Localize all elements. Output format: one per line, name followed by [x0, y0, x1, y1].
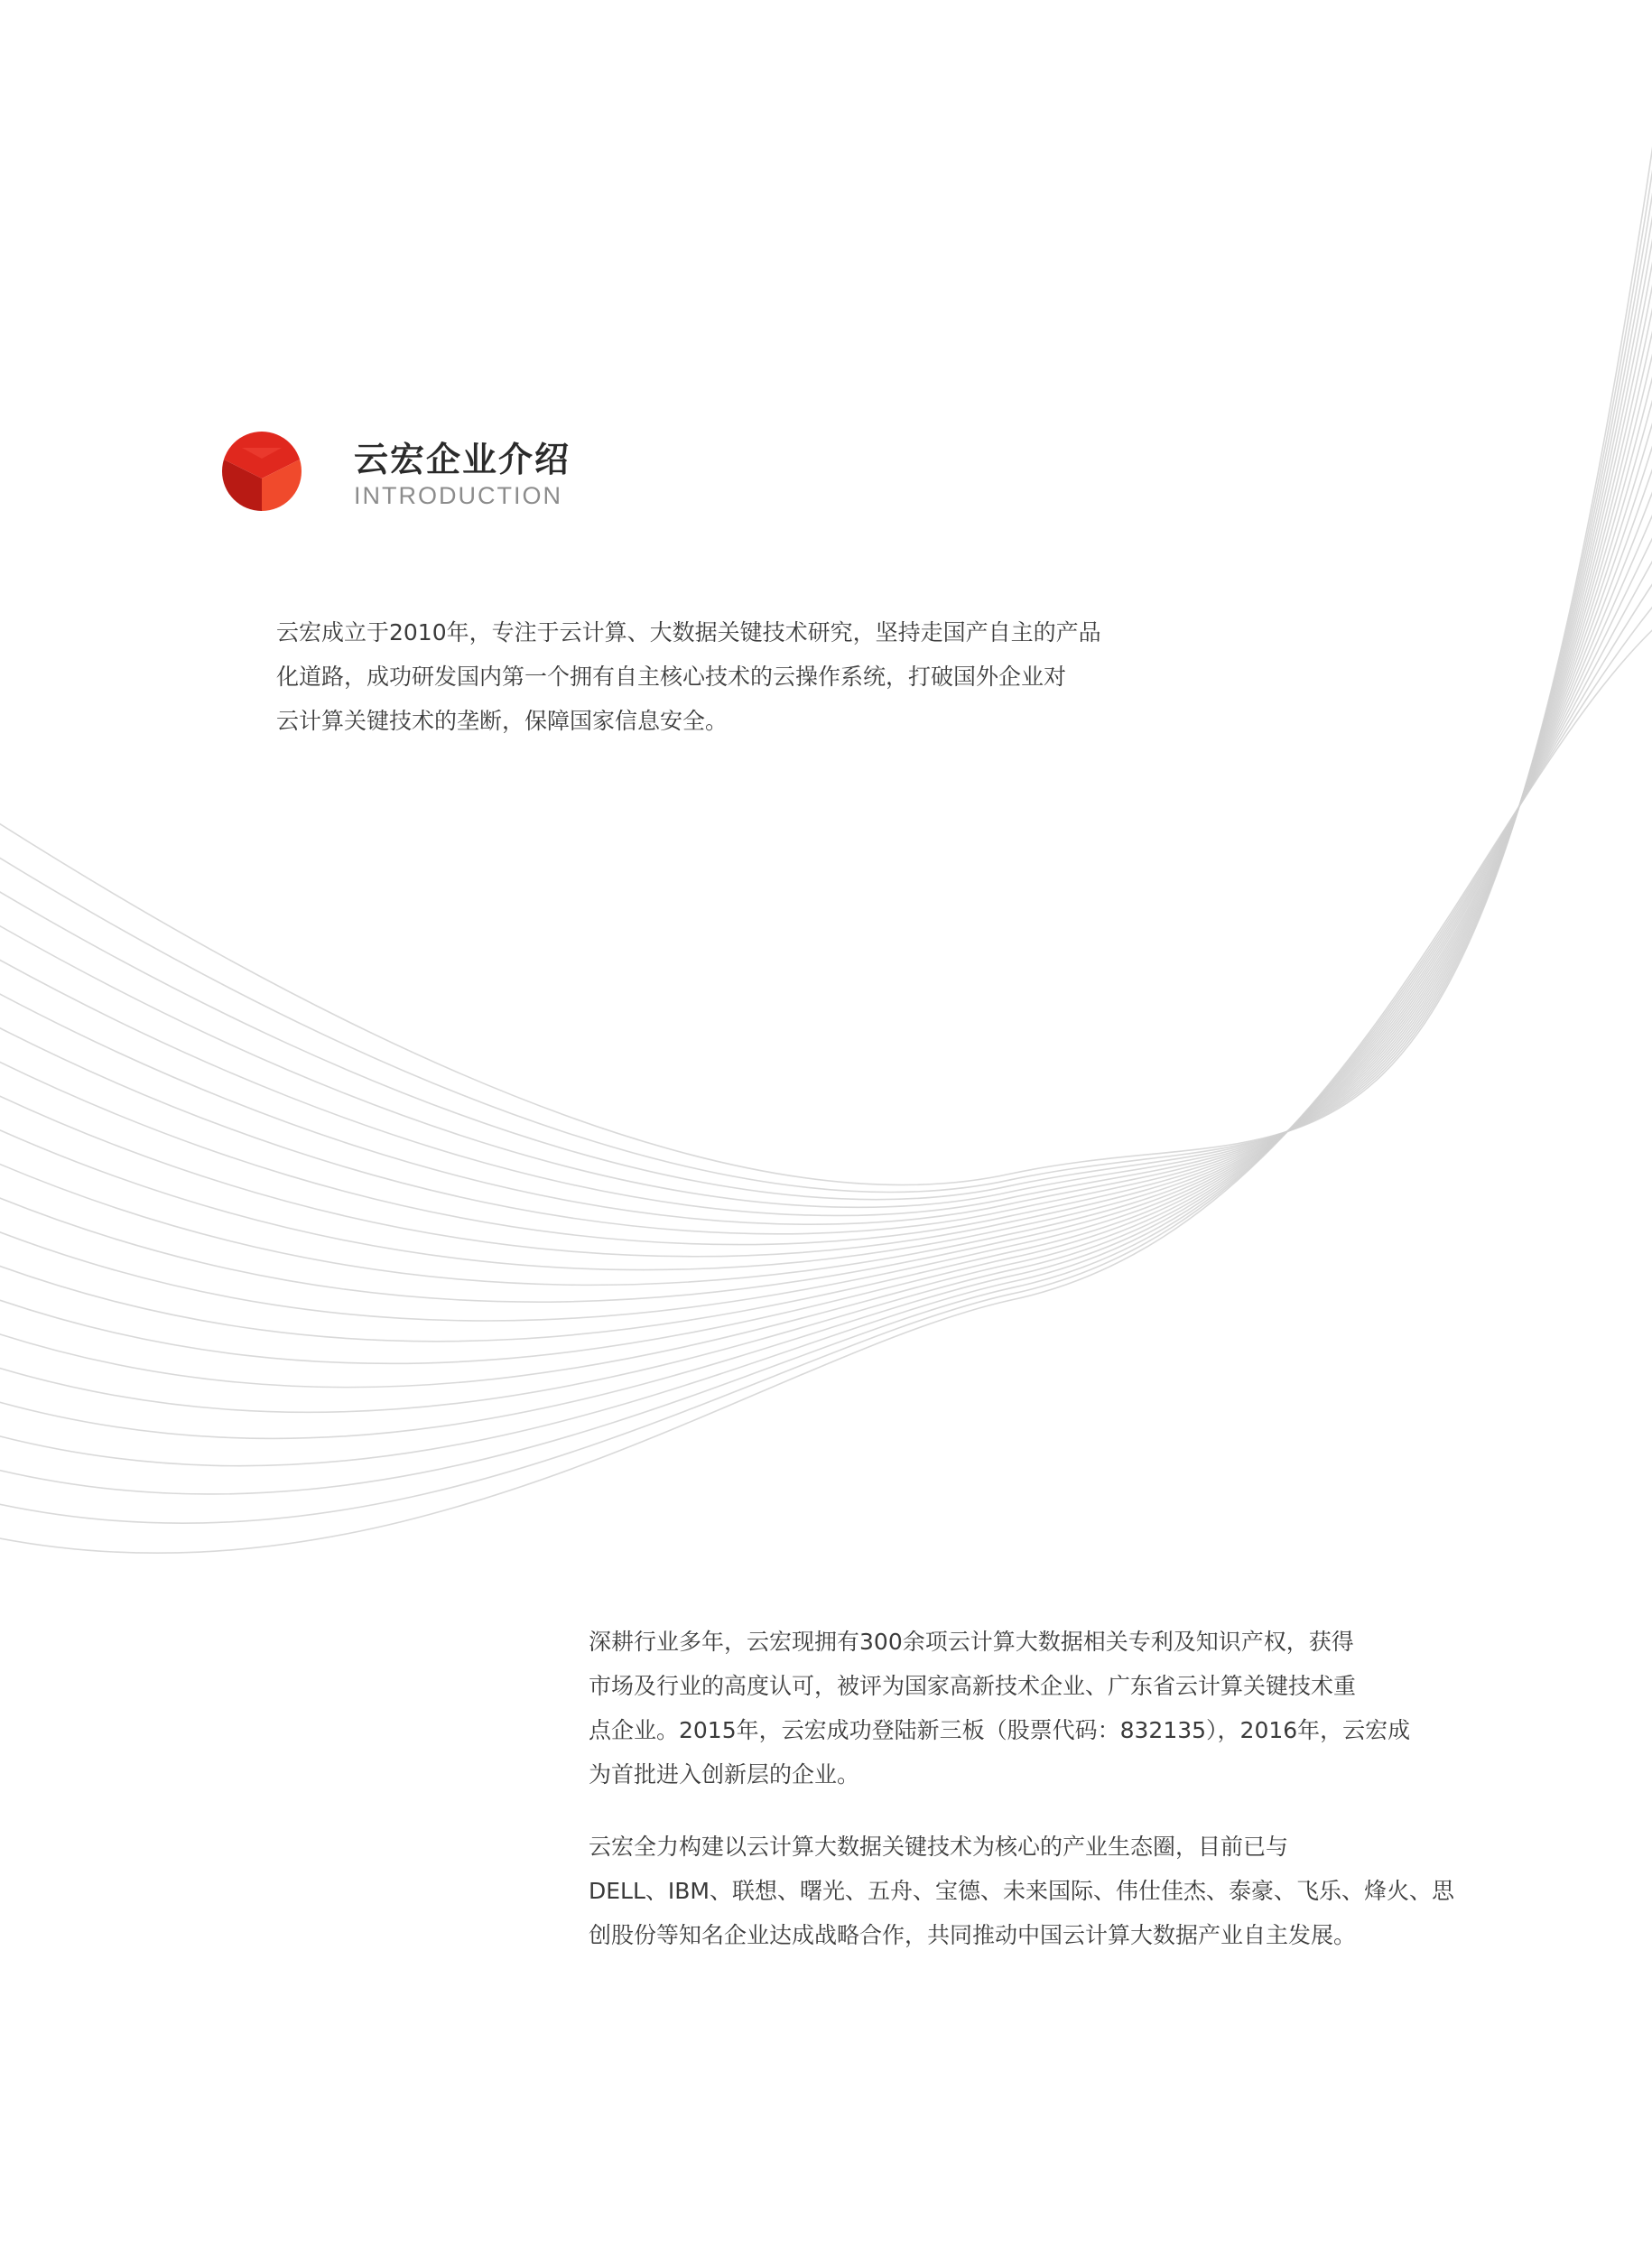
page-subtitle: INTRODUCTION: [354, 482, 562, 509]
intro-line: 云宏成立于2010年，专注于云计算、大数据关键技术研究，坚持走国产自主的产品: [276, 619, 1101, 646]
red-cube-icon: [222, 432, 302, 511]
achievements-line: 深耕行业多年，云宏现拥有300余项云计算大数据相关专利及知识产权，获得: [589, 1629, 1354, 1655]
achievements-paragraph: [589, 1620, 1410, 1797]
wave-line: [0, 279, 1652, 1270]
achievements-line: 市场及行业的高度认可，被评为国家高新技术企业、广东省云计算关键技术重: [589, 1673, 1357, 1699]
intro-line: 化道路，成功研发国内第一个拥有自主核心技术的云操作系统，打破国外企业对: [276, 664, 1067, 690]
partners-paragraph: [589, 1825, 1454, 1957]
page-title: 云宏企业介绍: [354, 440, 571, 479]
intro-line: 云计算关键技术的垄断，保障国家信息安全。: [276, 708, 729, 734]
achievements-line: 为首批进入创新层的企业。: [589, 1761, 860, 1788]
partners-line: DELL、IBM、联想、曙光、五舟、宝德、未来国际、伟仕佳杰、泰豪、飞乐、烽火、思: [589, 1878, 1454, 1904]
partners-line: 创股份等知名企业达成战略合作，共同推动中国云计算大数据产业自主发展。: [589, 1922, 1357, 1948]
wave-line: [0, 446, 1652, 1387]
intro-paragraph: [276, 610, 1101, 743]
wave-line: [0, 418, 1652, 1363]
wave-line: [0, 614, 1652, 1553]
partners-line: 云宏全力构建以云计算大数据关键技术为核心的产业生态圈，目前已与: [589, 1834, 1289, 1860]
wave-line: [0, 251, 1652, 1257]
achievements-line: 点企业。2015年，云宏成功登陆新三板（股票代码：832135），2016年，云宏成: [589, 1717, 1411, 1743]
